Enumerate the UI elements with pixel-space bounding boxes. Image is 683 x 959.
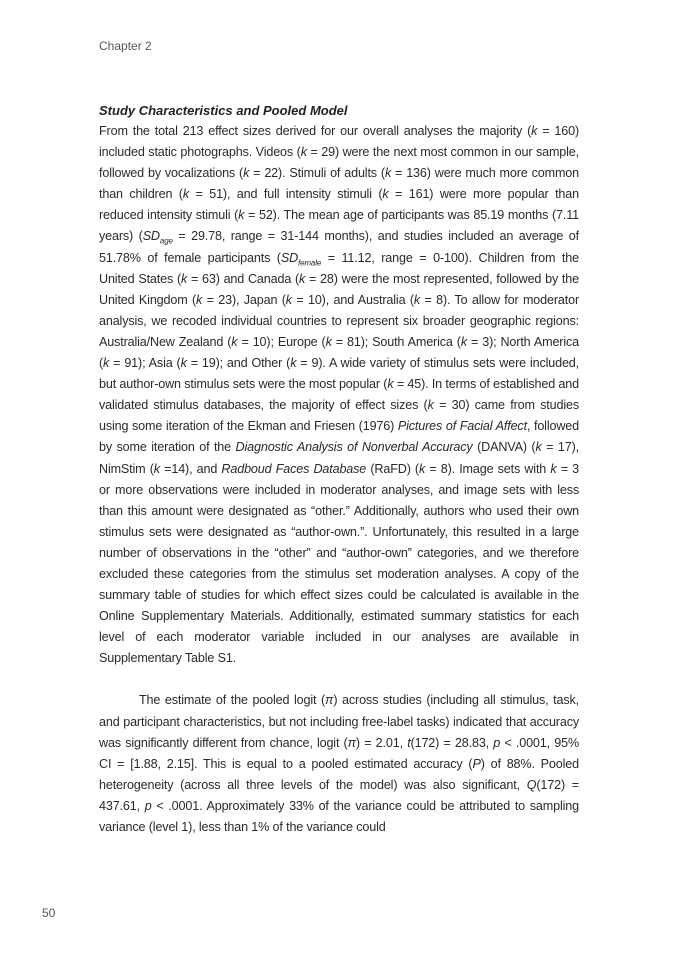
text-run: = 91); Asia (: [109, 356, 181, 371]
text-run: = 22). Stimuli of adults (: [249, 166, 385, 181]
text-run: = 8). Image sets with: [425, 461, 551, 476]
text-run: = 3); North America (: [99, 334, 579, 371]
italic-text: SD: [142, 229, 160, 244]
italic-text: Pictures of Facial Affect: [397, 419, 527, 434]
text-run: = 19); and Other (: [186, 356, 291, 371]
italic-text: k: [299, 271, 306, 286]
text-run: (172) = 28.83,: [410, 735, 494, 750]
text-run: = 10); Europe (: [237, 334, 326, 349]
italic-text: k: [550, 461, 557, 476]
page-number: 50: [42, 906, 56, 920]
italic-text: k: [181, 271, 188, 286]
text-run: = 29) were the next most common in our sample, followed by vocalizations (: [99, 145, 579, 181]
italic-text: k: [427, 398, 434, 413]
text-run: = 17), NimStim (: [99, 440, 579, 476]
italic-text: t: [407, 735, 411, 750]
text-run: From the total 213 effect sizes derived for our overall analyses the majority (: [99, 124, 532, 138]
text-run: = 3 or more observations were included in moderator analyses, and image sets with less than this amount were designated as “other.” Additionally, authors who used their own stimulus sets were designated as “author-own.”. Unfortunately, this resulted in a large number of observations in the “other” and “author-own” categories, and we therefore excluded these categories from the stimulus set moderation analyses. A copy of the summary table of studies for which effect sizes could be calculated is available in the Online Supplementary Materials. Additionally, estimated summary statistics for each level of each moderator variable included in our analyses are available in Supplementary Table S1.: [99, 461, 579, 666]
italic-text: k: [231, 334, 238, 349]
italic-text: k: [300, 145, 307, 160]
text-run: = 51), and full intensity stimuli (: [189, 187, 383, 202]
text-run: = 63) and Canada (: [187, 271, 300, 286]
text-run: The estimate of the pooled logit (: [139, 693, 326, 708]
text-run: = 45). In terms of established and validated stimulus databases, the majority of effect sizes (: [99, 377, 579, 413]
italic-text: P: [472, 756, 481, 771]
text-run: (RaFD) (: [366, 461, 419, 476]
italic-text: k: [285, 292, 292, 307]
text-run: = 136) were much more common than children (: [99, 166, 579, 202]
italic-text: p: [493, 735, 501, 750]
italic-text: Q: [526, 777, 537, 792]
text-run: (172) = 437.61,: [99, 777, 579, 813]
italic-text: k: [382, 187, 389, 202]
text-run: = 8). To allow for moderator analysis, we recoded individual countries to represent six broader geographic regions: Australia/New Zealand (: [99, 292, 580, 349]
text-run: = 30) came from studies using some iteration of the Ekman and Friesen (1976): [99, 398, 580, 434]
italic-text: k: [180, 356, 187, 371]
italic-text: k: [325, 334, 332, 349]
italic-text: k: [238, 208, 245, 223]
text-run: = 161) were more popular than reduced intensity stimuli (: [99, 187, 579, 223]
text-run: = 29.78, range = 31-144 months), and studies included an average of 51.78% of female participants (: [99, 229, 579, 265]
italic-text: π: [347, 735, 356, 750]
italic-text: π: [325, 693, 334, 708]
italic-text: p: [144, 798, 152, 813]
text-run: = 11.12, range = 0-100). Children from the United States (: [99, 250, 579, 286]
italic-text: k: [243, 166, 250, 181]
text-run: =14), and: [159, 461, 222, 476]
running-head: Chapter 2: [99, 39, 152, 53]
text-run: , followed by some iteration of the: [99, 419, 579, 455]
italic-text: k: [460, 334, 467, 349]
italic-text: k: [384, 166, 392, 181]
subscript-text: female: [298, 258, 322, 268]
text-run: ) across studies (including all stimulus, task, and participant characteristics, but not including free-label tasks) indicated that accuracy was significantly different from chance, logit (: [99, 693, 579, 750]
italic-text: k: [153, 461, 160, 476]
section-heading: Study Characteristics and Pooled Model: [99, 103, 348, 118]
text-run: = 28) were the most represented, followed by the United Kingdom (: [99, 271, 579, 307]
paragraph-study-characteristics: [99, 121, 579, 669]
text-run: = 23), Japan (: [202, 292, 286, 307]
text-run: ) of 88%. Pooled heterogeneity (across all three levels of the model) was also significant,: [99, 756, 579, 792]
text-run: (DANVA) (: [472, 440, 536, 455]
text-run: < .0001. Approximately 33% of the variance could be attributed to sampling variance (level 1), less than 1% of the variance could: [99, 798, 579, 834]
italic-text: SD: [280, 250, 299, 265]
page-body: [99, 100, 579, 838]
italic-text: k: [387, 377, 394, 392]
italic-text: k: [103, 356, 110, 371]
subscript-text: age: [159, 236, 173, 246]
text-run: ) = 2.01,: [355, 735, 408, 750]
italic-text: k: [196, 292, 203, 307]
italic-text: k: [290, 356, 297, 371]
text-run: = 81); South America (: [331, 334, 461, 349]
italic-text: k: [418, 461, 426, 476]
italic-text: k: [413, 292, 421, 307]
text-run: < .0001, 95% CI = [1.88, 2.15]. This is equal to a pooled estimated accuracy (: [99, 735, 579, 771]
text-run: = 10), and Australia (: [291, 292, 414, 307]
italic-text: Diagnostic Analysis of Nonverbal Accuracy: [235, 440, 473, 455]
italic-text: k: [535, 440, 542, 455]
italic-text: k: [182, 187, 190, 202]
paragraph-pooled-model: [99, 690, 579, 838]
text-run: = 52). The mean age of participants was 85.19 months (7.11 years) (: [99, 208, 579, 244]
text-run: = 160) included static photographs. Videos (: [99, 124, 579, 160]
text-run: = 9). A wide variety of stimulus sets were included, but author-own stimulus sets were the most popular (: [99, 356, 580, 392]
italic-text: Radboud Faces Database: [221, 461, 367, 476]
italic-text: k: [531, 124, 538, 138]
